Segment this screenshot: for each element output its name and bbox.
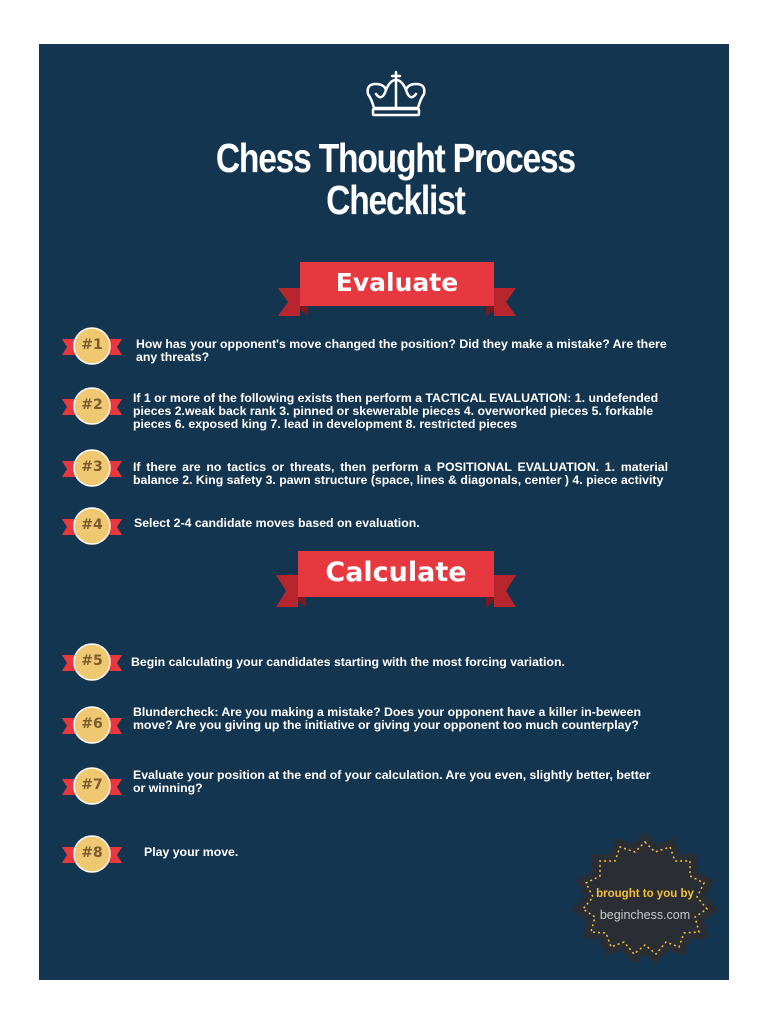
- step-badge-7: [62, 767, 122, 805]
- step-text-5: Begin calculating your candidates starting with the most forcing variation.: [131, 655, 565, 669]
- step-number: #8: [81, 845, 103, 861]
- step-badge-3: [62, 449, 122, 487]
- step-badge-5: [62, 643, 122, 681]
- step-badge-4: [62, 507, 122, 545]
- step-text-3: If there are no tactics or threats, then perform a POSITIONAL EVALUATION. 1. material balance 2. King safety 3. pawn structure (space, lines & diagonals, center ) 4. piece activity: [133, 460, 668, 487]
- step-number: #7: [81, 777, 103, 793]
- section-banner-calculate: [276, 551, 516, 609]
- step-number: #4: [81, 517, 103, 533]
- step-number: #5: [81, 653, 103, 669]
- credit-website: beginchess.com: [599, 908, 691, 922]
- step-badge-1: [62, 327, 122, 365]
- step-text-8: Play your move.: [144, 845, 239, 859]
- credit-line-1: brought to you by: [596, 888, 694, 900]
- step-text-4: Select 2-4 candidate moves based on evaluation.: [134, 516, 420, 530]
- page-title-line1: Chess Thought Process: [215, 135, 575, 181]
- crown-icon: [362, 70, 432, 120]
- step-badge-8: [62, 835, 122, 873]
- step-number: #3: [81, 459, 103, 475]
- credit-stamp: [570, 830, 720, 970]
- section-label-calculate: Calculate: [325, 557, 467, 588]
- step-number: #1: [81, 337, 103, 353]
- step-badge-2: [62, 387, 122, 425]
- step-text-7: Evaluate your position at the end of your calculation. Are you even, slightly better, better or winning?: [133, 768, 651, 795]
- step-badge-6: [62, 706, 122, 744]
- step-text-2: If 1 or more of the following exists then perform a TACTICAL EVALUATION: 1. undefended pieces 2.weak back rank 3. pinned or skewerable pieces 4. overworked pieces 5. forkable pieces 6. exposed king 7. lead in development 8. restricted pieces: [133, 391, 659, 431]
- page-title-line2: Checklist: [326, 177, 465, 223]
- step-text-6: Blundercheck: Are you making a mistake? Does your opponent have a killer in-beween move? Are you giving up the initiative or giving your opponent too much counterplay?: [133, 705, 641, 732]
- section-label-evaluate: Evaluate: [335, 268, 459, 297]
- section-banner-evaluate: [278, 262, 516, 318]
- step-text-1: How has your opponent's move changed the position? Did they make a mistake? Are there any threats?: [136, 337, 667, 364]
- step-number: #6: [81, 716, 103, 732]
- step-number: #2: [81, 397, 103, 413]
